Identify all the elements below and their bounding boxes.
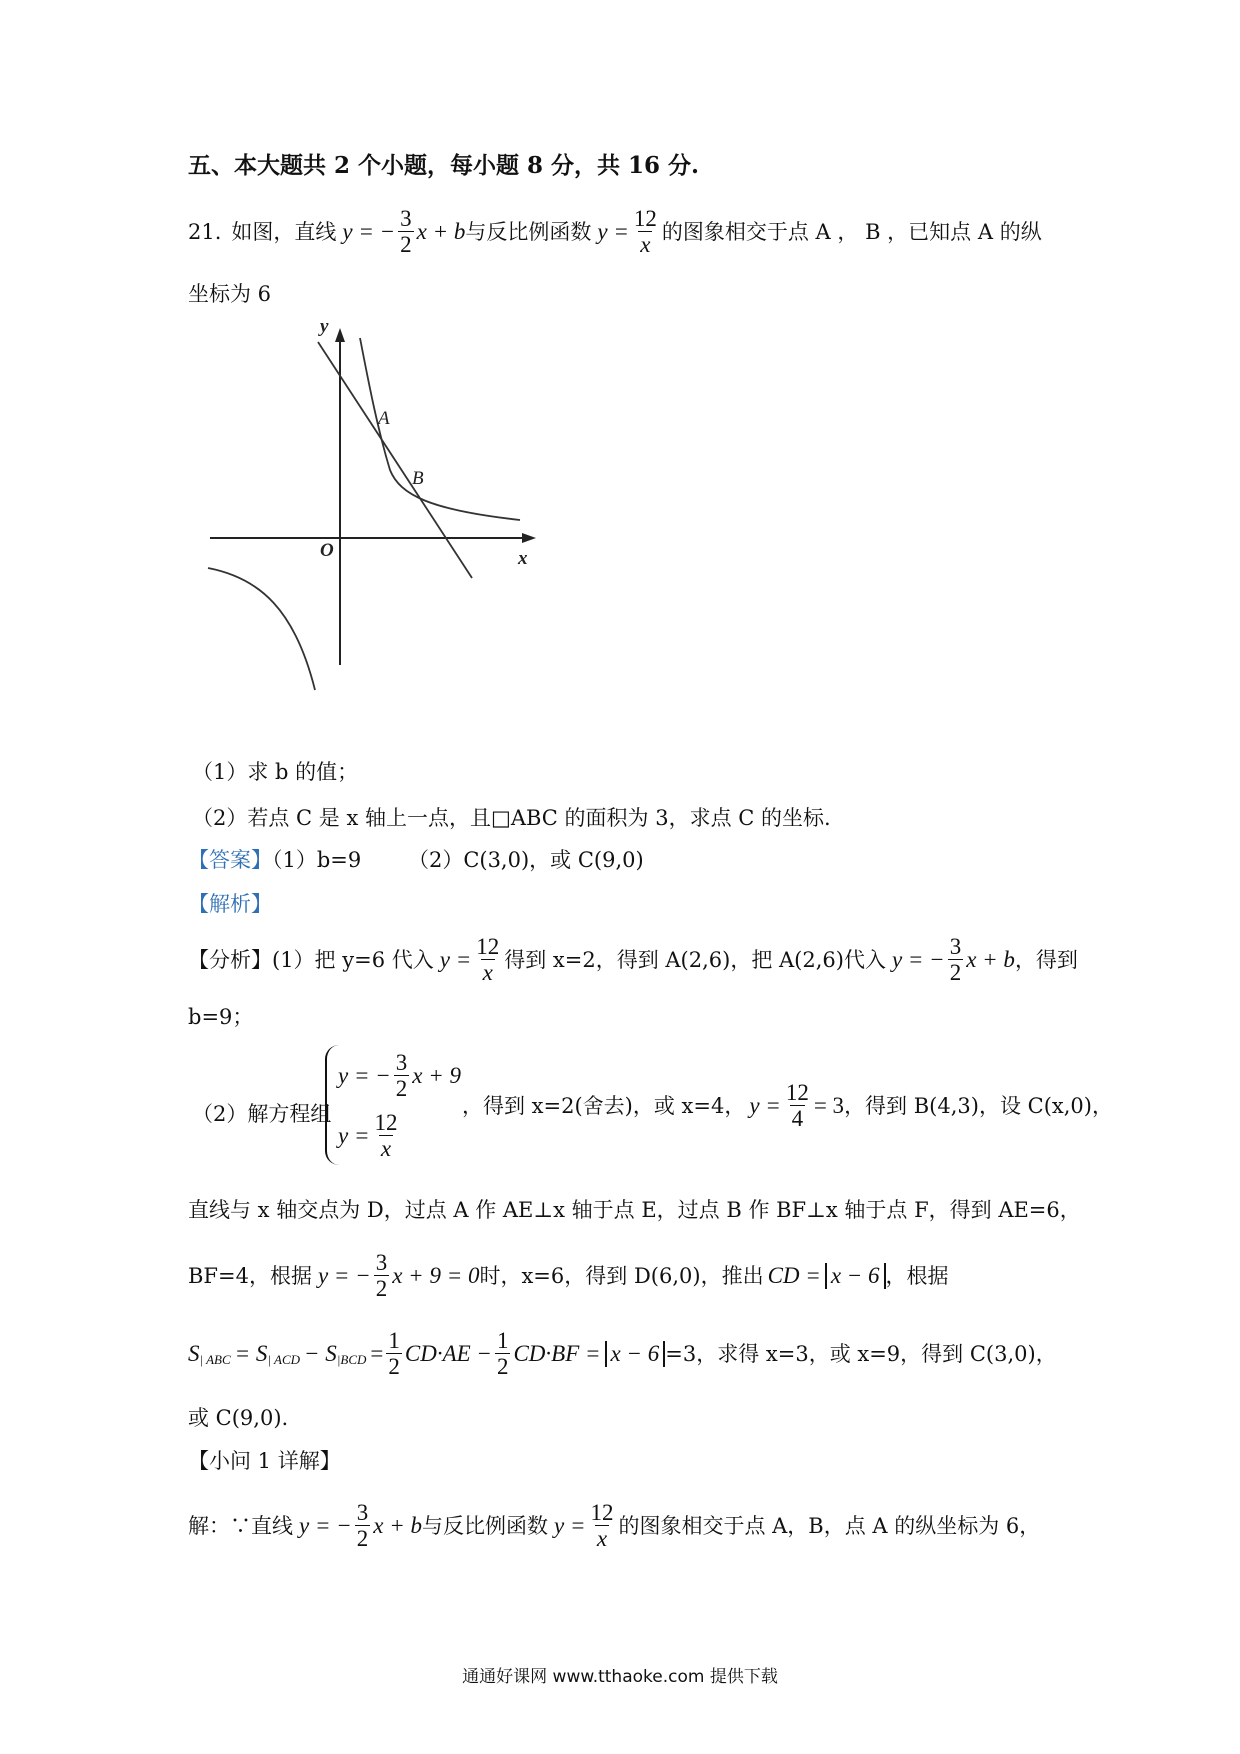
eq-term: CD·AE − <box>404 1340 492 1366</box>
system-eq-2 <box>338 1110 402 1161</box>
eq-rhs: x + 9 <box>412 1062 461 1088</box>
analysis-p4-text-a: BF=4，根据 <box>188 1263 312 1288</box>
eq-part: − S <box>304 1340 337 1366</box>
eq-part: = S <box>234 1340 268 1366</box>
fraction-num: 3 <box>356 1500 369 1525</box>
analysis-p1-text-b: 得到 x=2，得到 A(2,6)，把 A(2,6)代入 <box>504 947 886 972</box>
fraction-den: 2 <box>375 1276 388 1301</box>
area-symbol: S <box>188 1340 200 1366</box>
inv-eq-fraction <box>632 206 659 257</box>
analysis-p5-text-d: =3，求得 x=3，或 x=9，得到 C(3,0)， <box>665 1341 1057 1366</box>
problem-number: 21. <box>188 219 222 244</box>
inv-eq-lhs: y = <box>597 218 629 244</box>
analysis-p5 <box>188 1328 1057 1379</box>
problem-intro: 如图，直线 <box>231 219 337 244</box>
fraction-den: 2 <box>949 960 962 985</box>
fraction-num: 12 <box>785 1080 809 1105</box>
system-eq-1 <box>338 1050 461 1101</box>
analysis-p2-text-c: ，得到 B(4,3)，设 C(x,0)， <box>844 1093 1113 1118</box>
fraction-den: 2 <box>356 1526 369 1551</box>
fraction-half <box>495 1328 511 1379</box>
line-eq-fraction <box>398 206 414 257</box>
analysis-p4-text-b: 时，x=6，得到 D(6,0)，推出 <box>479 1263 764 1288</box>
analysis-p4-text-c: ，根据 <box>885 1263 949 1288</box>
analysis-tag: 【解析】 <box>188 892 272 916</box>
fraction-num: 3 <box>395 1050 408 1075</box>
analysis-p2-text-a: （2）解方程组 <box>192 1102 332 1126</box>
fraction-den: 2 <box>388 1354 400 1379</box>
fraction-num: 3 <box>375 1250 388 1275</box>
line-eq-lhs: y = − <box>342 218 396 244</box>
problem-end-text: 的图象相交于点 A ， B ，已知点 A 的纵 <box>661 219 1042 244</box>
point-b-label: B <box>412 468 424 489</box>
analysis-p2-right <box>462 1080 1113 1131</box>
fraction-den: x <box>596 1526 608 1551</box>
detail-text-c: 的图象相交于点 A，B，点 A 的纵坐标为 6， <box>618 1513 1041 1538</box>
analysis-p6: 或 C(9,0). <box>188 1406 289 1430</box>
fraction <box>355 1500 371 1551</box>
detail-line <box>188 1500 1040 1551</box>
problem-mid-text: 与反比例函数 <box>465 219 592 244</box>
eq-part: = <box>370 1340 384 1366</box>
fraction-num: 1 <box>388 1328 400 1353</box>
analysis-p1-text-a: 【分析】(1）把 y=6 代入 <box>188 947 434 972</box>
detail-text-a: 解：∵直线 <box>188 1513 293 1538</box>
analysis-p3: 直线与 x 轴交点为 D，过点 A 作 AE⊥x 轴于点 E，过点 B 作 BF⊥x 轴于点 F，得到 AE=6， <box>188 1198 1081 1222</box>
eq-rhs: x + b <box>373 1512 422 1538</box>
hyperbola-branch-first-quadrant <box>360 338 520 520</box>
eq-lhs: y = <box>439 946 472 972</box>
x-axis-arrow-icon <box>522 533 536 543</box>
fraction <box>784 1080 811 1131</box>
analysis-p2-text-b: ，得到 x=2(舍去)，或 x=4， <box>462 1093 746 1118</box>
fraction-num: 3 <box>400 206 412 231</box>
eq-rhs: x + b <box>966 946 1015 972</box>
fraction <box>588 1500 615 1551</box>
fraction-den: 4 <box>791 1106 804 1131</box>
problem-statement <box>188 206 1042 257</box>
footer: 通通好课网 www.tthaoke.com 提供下载 <box>462 1667 778 1687</box>
analysis-p1-line2: b=9； <box>188 1005 254 1029</box>
fraction-den: 2 <box>395 1076 408 1101</box>
fraction-num: 1 <box>496 1328 509 1353</box>
eq-lhs: y = <box>749 1092 781 1118</box>
fraction <box>474 934 501 985</box>
line-eq-rhs: x + b <box>416 218 466 244</box>
fraction <box>394 1050 410 1101</box>
answer-part2: （2）C(3,0)，或 C(9,0) <box>407 848 644 872</box>
eq-lhs: y = <box>553 1512 586 1538</box>
section-heading: 五、本大题共 2 个小题，每小题 8 分，共 16 分. <box>188 152 700 179</box>
analysis-p4 <box>188 1250 949 1301</box>
straight-line <box>318 342 472 578</box>
cd-eq: CD = <box>767 1262 821 1288</box>
area-subscript: | ABC <box>199 1351 231 1367</box>
fraction-den: x <box>640 232 651 257</box>
analysis-p1 <box>188 934 1078 985</box>
question-2: （2）若点 C 是 x 轴上一点，且□ABC 的面积为 3，求点 C 的坐标. <box>192 806 831 830</box>
answer-tag: 【答案】 <box>188 848 272 872</box>
x-axis-label: x <box>518 548 528 569</box>
abs-value: x − 6 <box>605 1341 666 1367</box>
question-1: （1）求 b 的值； <box>192 760 359 784</box>
eq-lhs: y = − <box>317 1262 371 1288</box>
eq-lhs: y = <box>338 1122 370 1148</box>
problem-line2: 坐标为 6 <box>188 282 272 306</box>
area-subscript: |BCD <box>336 1351 367 1367</box>
area-subscript: | ACD <box>267 1351 301 1367</box>
detail-text-b: 与反比例函数 <box>421 1513 548 1538</box>
y-axis-label: y <box>320 320 329 337</box>
function-graph <box>200 320 550 700</box>
abs-value: x − 6 <box>825 1263 886 1289</box>
eq-rhs: x + 9 = 0 <box>392 1262 480 1288</box>
fraction-num: 12 <box>633 206 657 231</box>
answer-part1: （1）b=9 <box>272 848 362 872</box>
origin-label: O <box>320 540 334 561</box>
fraction-num: 12 <box>590 1500 614 1525</box>
fraction-den: x <box>482 960 493 985</box>
fraction-num: 12 <box>374 1110 398 1135</box>
eq-rhs: = 3 <box>813 1092 845 1118</box>
detail-tag: 【小问 1 详解】 <box>188 1449 341 1473</box>
y-axis-arrow-icon <box>335 328 345 342</box>
point-a-label: A <box>378 408 390 429</box>
eq-term: CD·BF = <box>513 1340 601 1366</box>
fraction-den: 2 <box>400 232 412 257</box>
hyperbola-branch-third-quadrant <box>208 568 315 690</box>
eq-lhs: y = − <box>338 1062 391 1088</box>
fraction-num: 12 <box>476 934 500 959</box>
answer-line <box>188 846 644 874</box>
fraction-num: 3 <box>949 934 962 959</box>
analysis-p1-text-c: ，得到 <box>1014 947 1078 972</box>
fraction-half <box>386 1328 402 1379</box>
eq-lhs: y = − <box>891 946 945 972</box>
fraction-den: x <box>380 1136 392 1161</box>
fraction <box>948 934 964 985</box>
eq-lhs: y = − <box>299 1512 352 1538</box>
fraction <box>374 1250 390 1301</box>
fraction-den: 2 <box>496 1354 509 1379</box>
fraction <box>372 1110 399 1161</box>
